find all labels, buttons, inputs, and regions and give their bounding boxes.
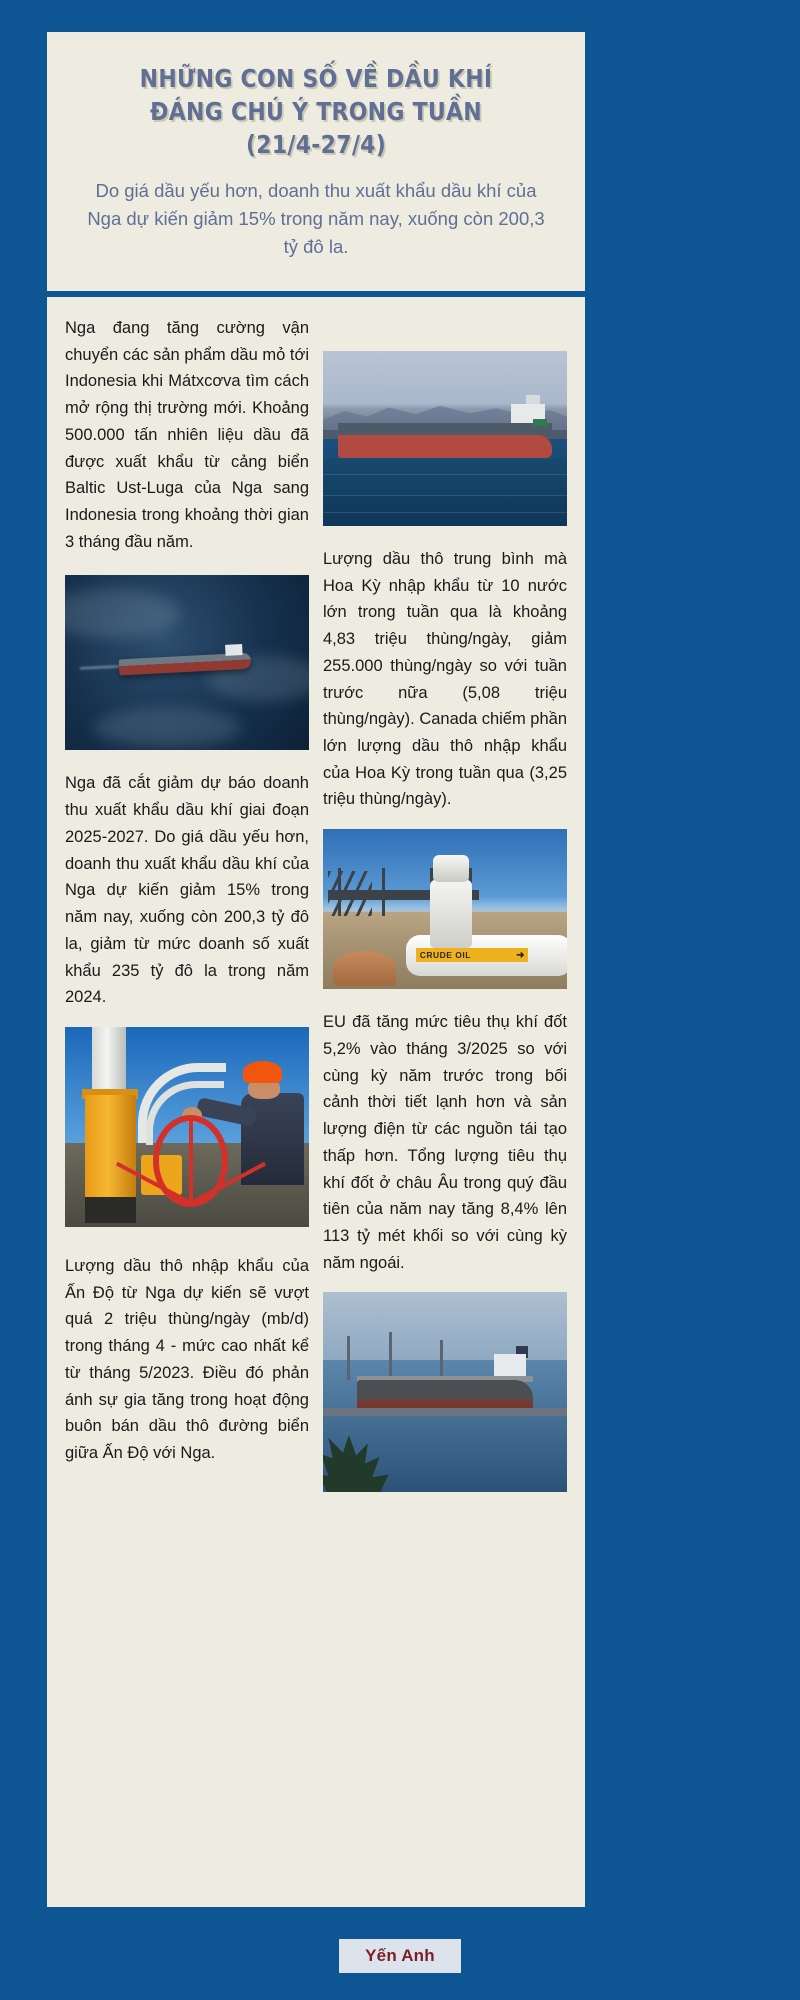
right-paragraph-1: Lượng dầu thô trung bình mà Hoa Kỳ nhập khẩu từ 10 nước lớn trong tuần qua là khoảng 4,83 triệu thùng/ngày, giảm 255.000 thùng/ngày so với tuần trước nữa (5,08 triệu thùng/ngày). Canada chiếm phần lớn lượng dầu thô nhập khẩu của Hoa Kỳ trong tuần qua (3,25 triệu thùng/ngày). <box>323 550 568 809</box>
photo-worker-valve <box>65 1027 309 1227</box>
photo-tanker-at-dock <box>323 1292 567 1492</box>
crude-oil-label <box>416 948 528 962</box>
photo-crude-oil-pipeline <box>323 829 567 989</box>
page-title: NHỮNG CON SỐ VỀ DẦU KHÍ ĐÁNG CHÚ Ý TRONG TUẦN (21/4-27/4) <box>139 64 493 159</box>
footer <box>0 1939 800 1973</box>
two-column-layout <box>65 315 567 1492</box>
photo-aerial-tanker <box>65 575 309 750</box>
left-paragraph-2: Nga đã cắt giảm dự báo doanh thu xuất khẩu dầu khí giai đoạn 2025-2027. Do giá dầu yếu hơn, doanh thu xuất khẩu dầu khí của Nga dự kiến giảm 15% trong năm nay, xuống còn 200,3 tỷ đô la, giảm từ mức doanh số xuất khẩu 235 tỷ đô la trong năm 2024. <box>65 774 309 1007</box>
left-paragraph-1: Nga đang tăng cường vận chuyển các sản phẩm dầu mỏ tới Indonesia khi Mátxcơva tìm cách mở rộng thị trường mới. Khoảng 500.000 tấn nhiên liệu dầu đã được xuất khẩu từ cảng biển Baltic Ust-Luga của Nga sang Indonesia trong khoảng thời gian 3 tháng đầu năm. <box>65 319 309 551</box>
right-column <box>323 315 567 1492</box>
header-card <box>47 32 585 291</box>
left-paragraph-3: Lượng dầu thô nhập khẩu của Ấn Độ từ Nga dự kiến sẽ vượt quá 2 triệu thùng/ngày (mb/d) trong tháng 4 - mức cao nhất kể từ tháng 5/2023. Điều đó phản ánh sự gia tăng trong hoạt động buôn bán dầu thô đường biển giữa Ấn Độ với Nga. <box>65 1256 309 1462</box>
byline-author: Yến Anh <box>339 1939 461 1973</box>
crude-oil-label-text: CRUDE OIL <box>419 950 471 960</box>
right-paragraph-2: EU đã tăng mức tiêu thụ khí đốt 5,2% vào tháng 3/2025 so với cùng kỳ năm trước trong bối cảnh thời tiết lạnh hơn và sản lượng điện từ các nguồn tái tạo thấp hơn. Tổng lượng tiêu thụ khí đốt ở châu Âu trong quý đầu tiên của năm nay tăng 8,4% lên 113 tỷ mét khối so với cùng kỳ năm ngoái. <box>323 1013 567 1272</box>
page-subtitle: Do giá dầu yếu hơn, doanh thu xuất khẩu dầu khí của Nga dự kiến giảm 15% trong năm nay, xuống còn 200,3 tỷ đô la. <box>87 180 545 258</box>
content-card <box>47 297 585 1907</box>
photo-tanker-in-bay <box>323 351 567 526</box>
left-column <box>65 315 309 1492</box>
arrow-right-icon: ➜ <box>516 949 525 961</box>
